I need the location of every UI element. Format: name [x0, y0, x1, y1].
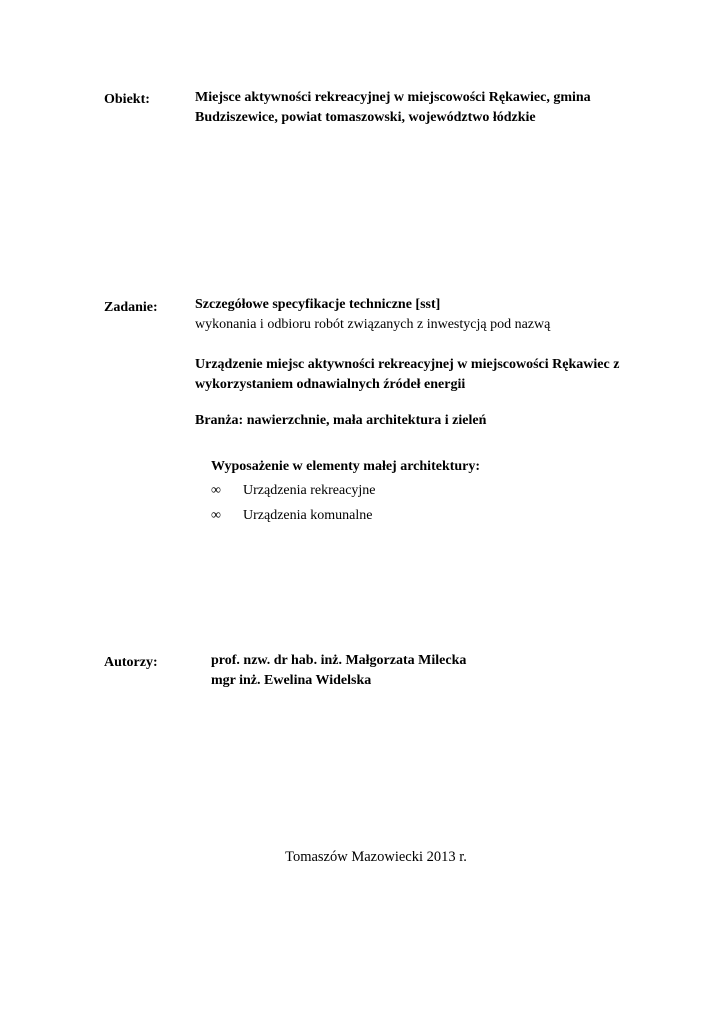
zadanie-label: Zadanie: [104, 300, 158, 315]
infinity-bullet-icon: ∞ [211, 483, 221, 498]
project-name [195, 355, 619, 395]
branza-line: Branża: nawierzchnie, mała architektura i zieleń [195, 413, 487, 428]
zadanie-subtitle: wykonania i odbioru robót związanych z inwestycją pod nazwą [195, 317, 551, 332]
author-name: prof. nzw. dr hab. inż. Małgorzata Milecka [211, 653, 467, 668]
infinity-bullet-icon: ∞ [211, 508, 221, 523]
list-item [211, 506, 372, 526]
obiekt-label: Obiekt: [104, 92, 150, 107]
obiekt-line-2: Budziszewice, powiat tomaszowski, województwo łódzkie [195, 110, 536, 125]
autorzy-label: Autorzy: [104, 655, 158, 670]
list-item-text: Urządzenia rekreacyjne [243, 483, 376, 498]
author-name: mgr inż. Ewelina Widelska [211, 673, 372, 688]
project-name-line-2: wykorzystaniem odnawialnych źródeł energii [195, 377, 466, 392]
zadanie-title: Szczegółowe specyfikacje techniczne [sst] [195, 297, 441, 312]
obiekt-description [195, 88, 591, 128]
list-item-text: Urządzenia komunalne [243, 508, 373, 523]
project-name-line-1: Urządzenie miejsc aktywności rekreacyjnej w miejscowości Rękawiec z [195, 357, 620, 372]
obiekt-line-1: Miejsce aktywności rekreacyjnej w miejscowości Rękawiec, gmina [195, 90, 591, 105]
list-item [211, 481, 376, 501]
place-date-footer: Tomaszów Mazowiecki 2013 r. [285, 849, 467, 865]
wyposazenie-heading: Wyposażenie w elementy małej architektury: [211, 459, 481, 474]
